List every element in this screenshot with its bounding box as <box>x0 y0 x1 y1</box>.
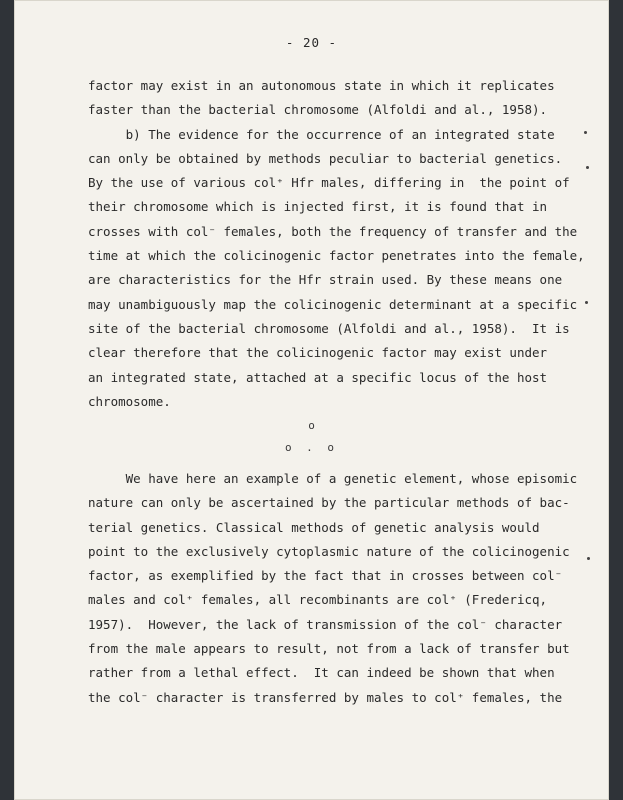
page-number: - 20 - <box>285 35 338 50</box>
text-line: By the use of various col⁺ Hfr males, differing in the point of <box>88 175 570 191</box>
text-line: an integrated state, attached at a specific locus of the host <box>88 369 548 385</box>
text-line: the col⁻ character is transferred by males to col⁺ females, the <box>88 689 563 705</box>
text-line: may unambiguously map the colicinogenic determinant at a specific <box>88 296 578 312</box>
text-line: are characteristics for the Hfr strain used. By these means one <box>88 272 563 288</box>
text-line: factor, as exemplified by the fact that in crosses between col⁻ <box>88 568 563 584</box>
margin-mark <box>585 301 588 304</box>
margin-mark <box>587 557 590 560</box>
paragraph-2 <box>88 467 577 710</box>
text-line: terial genetics. Classical methods of genetic analysis would <box>88 519 540 535</box>
margin-mark <box>584 131 587 134</box>
text-line: crosses with col⁻ females, both the frequency of transfer and the <box>88 223 578 239</box>
section-separator-bottom: o . o <box>284 441 339 454</box>
text-line: chromosome. <box>88 393 171 409</box>
paragraph-1 <box>88 74 585 414</box>
text-line: rather from a lethal effect. It can indeed be shown that when <box>88 665 555 681</box>
text-line: their chromosome which is injected first, it is found that in <box>88 199 548 215</box>
text-line: from the male appears to result, not from a lack of transfer but <box>88 641 570 657</box>
text-line: site of the bacterial chromosome (Alfoldi and al., 1958). It is <box>88 320 570 336</box>
text-line: clear therefore that the colicinogenic factor may exist under <box>88 345 548 361</box>
document-page <box>14 0 609 800</box>
text-line: factor may exist in an autonomous state in which it replicates <box>88 78 555 93</box>
margin-mark <box>586 166 589 169</box>
section-separator-top: o <box>308 419 315 432</box>
text-line: We have here an example of a genetic element, whose episomic <box>88 471 578 486</box>
text-line: 1957). However, the lack of transmission of the col⁻ character <box>88 616 563 632</box>
text-line: males and col⁺ females, all recombinants are col⁺ (Fredericq, <box>88 592 548 608</box>
text-line: can only be obtained by methods peculiar to bacterial genetics. <box>88 150 563 166</box>
text-line: point to the exclusively cytoplasmic nature of the colicinogenic <box>88 543 570 559</box>
text-line: b) The evidence for the occurrence of an integrated state <box>88 126 555 142</box>
text-line: time at which the colicinogenic factor penetrates into the female, <box>88 248 585 264</box>
text-line: nature can only be ascertained by the particular methods of bac- <box>88 495 570 511</box>
text-line: faster than the bacterial chromosome (Alfoldi and al., 1958). <box>88 102 548 118</box>
